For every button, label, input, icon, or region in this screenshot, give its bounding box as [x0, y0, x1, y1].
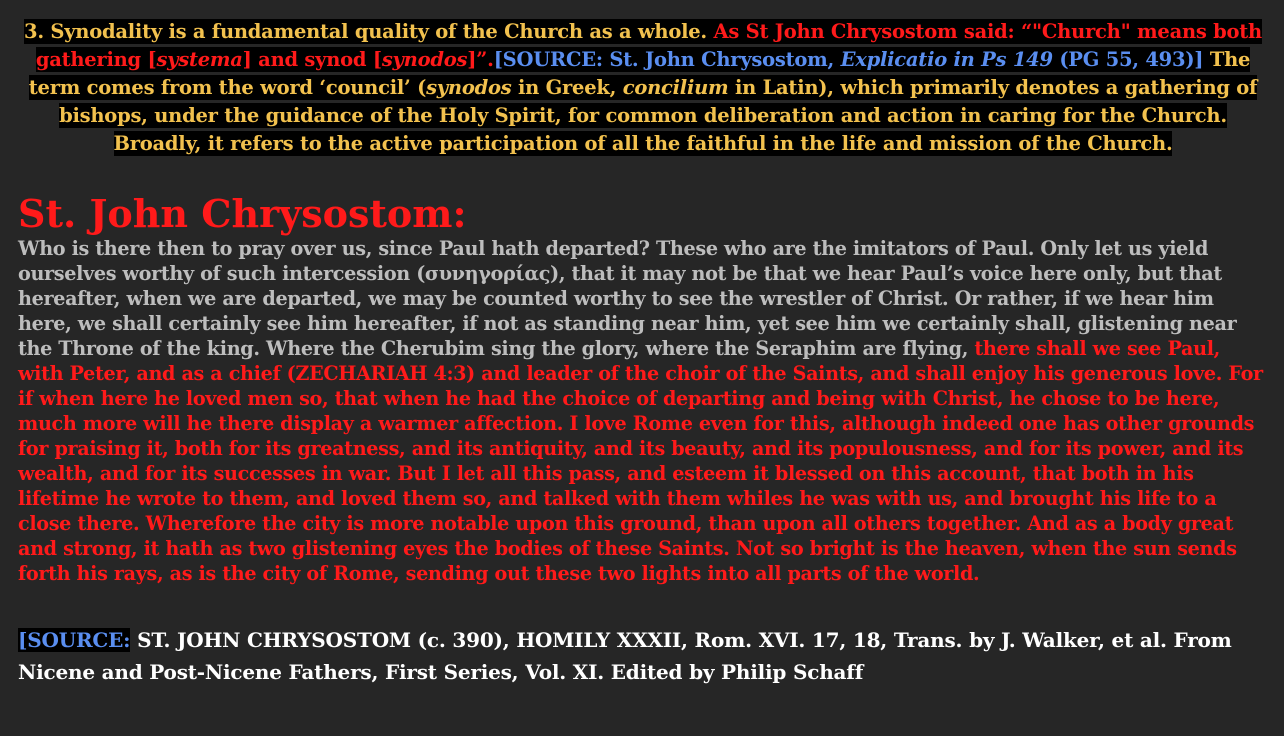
- intro-quote-3: ]”.: [467, 48, 494, 71]
- intro-text-3: in Greek,: [511, 76, 623, 99]
- source-text: ST. JOHN CHRYSOSTOM (c. 390), HOMILY XXXII, Rom. XVI. 17, 18, Trans. by J. Walker, et al. From Nicene and Post-Nicene Fathers, First Series, Vol. XI. Edited by Philip Schaff: [18, 628, 1232, 684]
- chrysostom-quote: [18, 236, 1268, 586]
- quote-heading: St. John Chrysostom:: [18, 191, 467, 236]
- intro-source-title: Explicatio in Ps 149: [840, 48, 1053, 71]
- intro-quote-2: ] and synod [: [242, 48, 382, 71]
- intro-text-1: 3. Synodality is a fundamental quality of the Church as a whole.: [24, 20, 714, 43]
- intro-source-1: [SOURCE: St. John Chrysostom,: [493, 48, 841, 71]
- intro-quote-synodos: synodos: [381, 48, 468, 71]
- intro-quote-systema: systema: [156, 48, 243, 71]
- quote-grey-text: Who is there then to pray over us, since Paul hath departed? These who are the imitators of Paul. Only let us yield ourselves worthy of such intercession (συνηγορίας), that it may not be that we hear Paul’s voice here only, but that hereafter, when we are departed, we may be counted worthy to see the wrestler of Christ. Or rather, if we hear him here, we shall certainly see him hereafter, if not as standing near him, yet see him we certainly shall, glistening near the Throne of the king. Where the Cherubim sing the glory, where the Seraphim are flying,: [18, 237, 1237, 360]
- intro-text-synodos: synodos: [426, 76, 512, 99]
- intro-text-2: The term comes from the word ‘council’ (: [28, 48, 1251, 99]
- source-citation: [18, 624, 1268, 688]
- quote-red-text: there shall we see Paul, with Peter, and as a chief (ZECHARIAH 4:3) and leader of the choir of the Saints, and shall enjoy his generous love. For if when here he loved men so, that when he had the choice of departing and being with Christ, he chose to be here, much more will he there display a warmer affection. I love Rome even for this, although indeed one has other grounds for praising it, both for its greatness, and its antiquity, and its beauty, and its populousness, and for its power, and its wealth, and for its successes in war. But I let all this pass, and esteem it blessed on this account, that both in his lifetime he wrote to them, and loved them so, and talked with them whiles he was with us, and brought his life to a close there. Wherefore the city is more notable upon this ground, than upon all others together. And as a body great and strong, it hath as two glistening eyes the bodies of these Saints. Not so bright is the heaven, when the sun sends forth his rays, as is the city of Rome, sending out these two lights into all parts of the world.: [18, 337, 1263, 585]
- intro-source-2: (PG 55, 493)]: [1052, 48, 1204, 71]
- intro-text-4: in Latin), which primarily denotes a gathering of bishops, under the guidance of the Holy Spirit, for common deliberation and action in caring for the Church. Broadly, it refers to the active participation of all the faithful in the life and mission of the Church.: [59, 76, 1258, 155]
- intro-text-concilium: concilium: [622, 76, 729, 99]
- source-tag: [SOURCE:: [18, 628, 131, 652]
- intro-paragraph: [18, 18, 1268, 158]
- intro-quote-1: As St John Chrysostom said: “"Church" means both gathering [: [35, 20, 1262, 71]
